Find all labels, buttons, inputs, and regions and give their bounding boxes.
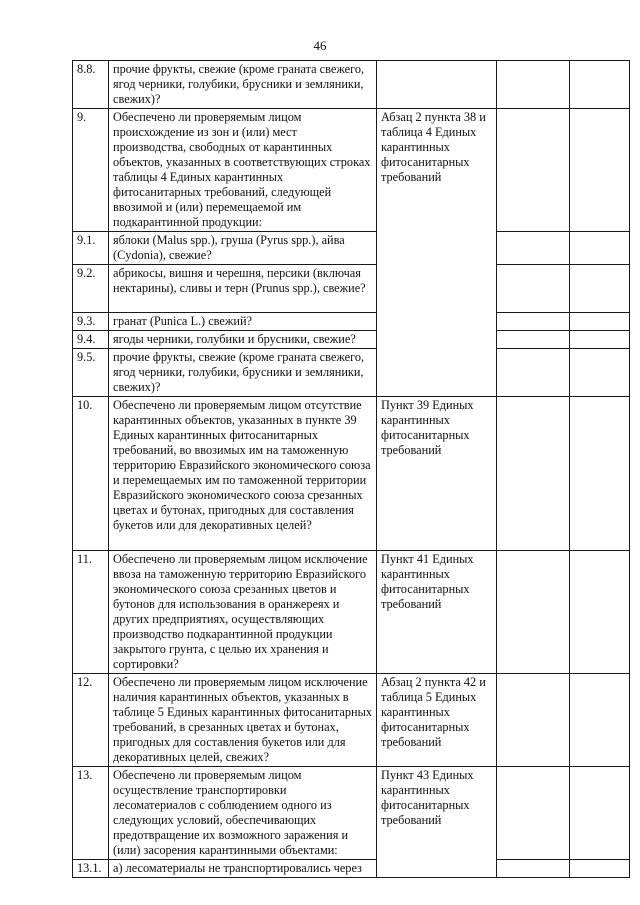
answer-cell[interactable] (497, 109, 570, 232)
row-number: 10. (73, 397, 109, 551)
table-row (73, 331, 630, 349)
requirement-reference: Пункт 41 Единых карантинных фитосанитарных требований (377, 551, 497, 674)
table-row (73, 109, 630, 232)
row-number: 11. (73, 551, 109, 674)
answer-cell[interactable] (497, 232, 570, 265)
table-row (73, 265, 630, 313)
table-row (73, 767, 630, 860)
requirement-reference (377, 61, 497, 109)
answer-cell[interactable] (497, 551, 570, 674)
row-number: 13. (73, 767, 109, 860)
comment-cell[interactable] (570, 313, 630, 331)
table-row (73, 551, 630, 674)
table-row (73, 860, 630, 878)
comment-cell[interactable] (570, 331, 630, 349)
table-row (73, 313, 630, 331)
comment-cell[interactable] (570, 265, 630, 313)
question-text: абрикосы, вишня и черешня, персики (включая нектарины), сливы и терн (Prunus spp.), свежие? (109, 265, 377, 313)
comment-cell[interactable] (570, 397, 630, 551)
comment-cell[interactable] (570, 109, 630, 232)
row-number: 9.4. (73, 331, 109, 349)
row-number: 9.1. (73, 232, 109, 265)
answer-cell[interactable] (497, 767, 570, 860)
answer-cell[interactable] (497, 349, 570, 397)
table-row (73, 397, 630, 551)
answer-cell[interactable] (497, 331, 570, 349)
row-number: 9.3. (73, 313, 109, 331)
row-number: 9. (73, 109, 109, 232)
table-row (73, 349, 630, 397)
answer-cell[interactable] (497, 265, 570, 313)
comment-cell[interactable] (570, 551, 630, 674)
question-text: ягоды черники, голубики и брусники, свежие? (109, 331, 377, 349)
question-text: прочие фрукты, свежие (кроме граната свежего, ягод черники, голубики, брусники и земляники, свежих)? (109, 61, 377, 109)
question-text: а) лесоматериалы не транспортировались через (109, 860, 377, 878)
question-text: Обеспечено ли проверяемым лицом исключение наличия карантинных объектов, указанных в таблице 5 Единых карантинных фитосанитарных требований, в срезанных цветах и бутонах, пригодных для составления букетов или для декоративных целей, свежих? (109, 674, 377, 767)
requirement-reference: Абзац 2 пункта 42 и таблица 5 Единых карантинных фитосанитарных требований (377, 674, 497, 767)
answer-cell[interactable] (497, 860, 570, 878)
question-text: Обеспечено ли проверяемым лицом происхождение из зон и (или) мест производства, свободных от карантинных объектов, указанных в соответствующих строках таблицы 4 Единых карантинных фитосанитарных требований, следующей ввозимой и (или) перемещаемой им подкарантинной продукции: (109, 109, 377, 232)
row-number: 8.8. (73, 61, 109, 109)
row-number: 13.1. (73, 860, 109, 878)
page-number: 46 (313, 38, 327, 53)
question-text: яблоки (Malus spp.), груша (Pyrus spp.), айва (Cydonia), свежие? (109, 232, 377, 265)
question-text: прочие фрукты, свежие (кроме граната свежего, ягод черники, голубики, брусники и земляники, свежих)? (109, 349, 377, 397)
table-row (73, 232, 630, 265)
answer-cell[interactable] (497, 61, 570, 109)
table-row (73, 61, 630, 109)
comment-cell[interactable] (570, 674, 630, 767)
question-text: Обеспечено ли проверяемым лицом осуществление транспортировки лесоматериалов с соблюдением одного из следующих условий, обеспечивающих предотвращение их возможного заражения и (или) засорения карантинными объектами: (109, 767, 377, 860)
question-text: Обеспечено ли проверяемым лицом отсутствие карантинных объектов, указанных в пункте 39 Единых карантинных фитосанитарных требований, во ввозимых им на таможенную территорию Евразийского экономического союза и перемещаемых им по таможенной территории Евразийского экономического союза срезанных цветах и бутонах, пригодных для составления букетов или для декоративных целей? (109, 397, 377, 551)
requirement-reference: Пункт 39 Единых карантинных фитосанитарных требований (377, 397, 497, 551)
answer-cell[interactable] (497, 313, 570, 331)
comment-cell[interactable] (570, 767, 630, 860)
answer-cell[interactable] (497, 674, 570, 767)
table-row (73, 674, 630, 767)
question-text: гранат (Punica L.) свежий? (109, 313, 377, 331)
comment-cell[interactable] (570, 860, 630, 878)
comment-cell[interactable] (570, 232, 630, 265)
question-text: Обеспечено ли проверяемым лицом исключение ввоза на таможенную территорию Евразийского экономического союза срезанных цветов и бутонов для использования в оранжереях и других предприятиях, осуществляющих производство подкарантинной продукции закрытого грунта, с целью их хранения и сортировки? (109, 551, 377, 674)
requirement-reference: Абзац 2 пункта 38 и таблица 4 Единых карантинных фитосанитарных требований (377, 109, 497, 397)
checklist-table (72, 60, 630, 878)
answer-cell[interactable] (497, 397, 570, 551)
row-number: 9.2. (73, 265, 109, 313)
requirement-reference: Пункт 43 Единых карантинных фитосанитарных требований (377, 767, 497, 878)
comment-cell[interactable] (570, 61, 630, 109)
comment-cell[interactable] (570, 349, 630, 397)
row-number: 9.5. (73, 349, 109, 397)
row-number: 12. (73, 674, 109, 767)
